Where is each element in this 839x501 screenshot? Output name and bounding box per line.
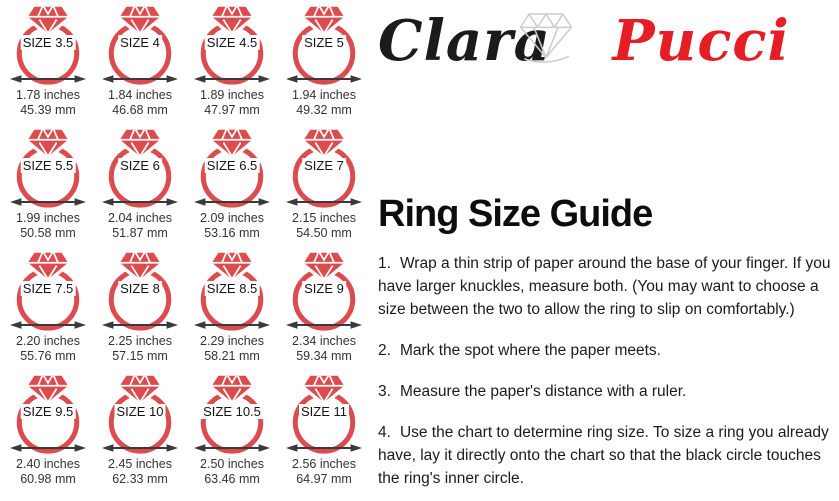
instruction-step-2 (378, 339, 836, 362)
ring-measurements (108, 334, 172, 364)
instruction-step-4 (378, 421, 836, 490)
ring-inches: 2.15 inches (292, 211, 356, 225)
ring-size-label: SIZE 9 (304, 281, 344, 296)
ring-size-grid (2, 6, 370, 498)
brand-logo (378, 8, 836, 100)
step-text: Use the chart to determine ring size. To size a ring you already have, lay it directly onto the chart so that the black circle touches the ring's inner circle. (378, 423, 829, 487)
instruction-step-1 (378, 252, 836, 321)
step-text: Wrap a thin strip of paper around the base of your finger. If you have larger knuckles, measure both. (You may want to choose a size between the two to allow the ring to slip on comfortably.) (378, 254, 831, 318)
diameter-arrow-icon (10, 319, 86, 331)
diameter-arrow-icon (10, 442, 86, 454)
ring-measurements (292, 88, 356, 118)
ring-size-cell (186, 129, 278, 252)
step-number: 3. (378, 382, 391, 400)
ring-inches: 2.20 inches (16, 334, 80, 348)
brand-name-clara: Clara (378, 8, 551, 74)
ring-size-label: SIZE 10 (116, 404, 164, 419)
ring-inches: 1.84 inches (108, 88, 172, 102)
ring-size-cell (278, 252, 370, 375)
ring-size-cell (186, 6, 278, 129)
ring-size-label: SIZE 7.5 (22, 281, 74, 296)
ring-mm: 62.33 mm (112, 472, 168, 486)
ring-size-cell (278, 375, 370, 498)
ring-size-cell (2, 129, 94, 252)
diameter-arrow-icon (10, 196, 86, 208)
ring-measurements (200, 334, 264, 364)
ring-size-cell (2, 375, 94, 498)
step-number: 4. (378, 423, 391, 441)
ring-mm: 63.46 mm (204, 472, 260, 486)
ring-inches: 2.56 inches (292, 457, 356, 471)
ring-measurements (200, 211, 264, 241)
ring-measurements (16, 88, 80, 118)
ring-mm: 54.50 mm (296, 226, 352, 240)
ring-size-label: SIZE 4 (120, 35, 160, 50)
diameter-arrow-icon (286, 73, 362, 85)
ring-size-cell (94, 252, 186, 375)
ring-mm: 53.16 mm (204, 226, 260, 240)
ring-size-cell (278, 6, 370, 129)
diameter-arrow-icon (10, 73, 86, 85)
step-number: 1. (378, 254, 391, 272)
ring-mm: 58.21 mm (204, 349, 260, 363)
ring-measurements (108, 211, 172, 241)
ring-mm: 49.32 mm (296, 103, 352, 117)
ring-inches: 1.99 inches (16, 211, 80, 225)
ring-size-label: SIZE 5.5 (22, 158, 74, 173)
instruction-list (378, 252, 836, 490)
ring-mm: 60.98 mm (20, 472, 76, 486)
ring-measurements (108, 457, 172, 487)
ring-measurements (200, 457, 264, 487)
ring-mm: 64.97 mm (296, 472, 352, 486)
ring-measurements (292, 334, 356, 364)
diameter-arrow-icon (194, 196, 270, 208)
ring-size-label: SIZE 8 (120, 281, 160, 296)
diameter-arrow-icon (194, 319, 270, 331)
ring-size-cell (94, 6, 186, 129)
ring-size-label: SIZE 8.5 (206, 281, 258, 296)
ring-size-label: SIZE 6.5 (206, 158, 258, 173)
ring-mm: 55.76 mm (20, 349, 76, 363)
step-text: Measure the paper's distance with a ruler. (399, 382, 687, 400)
ring-size-label: SIZE 5 (304, 35, 344, 50)
ring-mm: 50.58 mm (20, 226, 76, 240)
diameter-arrow-icon (286, 442, 362, 454)
ring-size-cell (278, 129, 370, 252)
ring-size-cell (2, 252, 94, 375)
step-number: 2. (378, 341, 391, 359)
diameter-arrow-icon (102, 73, 178, 85)
ring-inches: 2.40 inches (16, 457, 80, 471)
ring-inches: 1.94 inches (292, 88, 356, 102)
ring-size-cell (186, 252, 278, 375)
ring-size-cell (94, 375, 186, 498)
ring-size-cell (94, 129, 186, 252)
ring-measurements (108, 88, 172, 118)
ring-inches: 2.09 inches (200, 211, 264, 225)
ring-measurements (292, 457, 356, 487)
ring-inches: 1.89 inches (200, 88, 264, 102)
diameter-arrow-icon (286, 319, 362, 331)
diameter-arrow-icon (102, 319, 178, 331)
ring-mm: 57.15 mm (112, 349, 168, 363)
ring-measurements (16, 211, 80, 241)
ring-mm: 47.97 mm (204, 103, 260, 117)
diameter-arrow-icon (286, 196, 362, 208)
ring-inches: 2.04 inches (108, 211, 172, 225)
ring-measurements (16, 457, 80, 487)
ring-size-label: SIZE 7 (304, 158, 344, 173)
ring-size-label: SIZE 11 (300, 404, 348, 419)
diameter-arrow-icon (194, 73, 270, 85)
ring-inches: 2.25 inches (108, 334, 172, 348)
ring-size-cell (2, 6, 94, 129)
ring-mm: 45.39 mm (20, 103, 76, 117)
ring-mm: 51.87 mm (112, 226, 168, 240)
ring-inches: 2.45 inches (108, 457, 172, 471)
diameter-arrow-icon (102, 196, 178, 208)
ring-measurements (200, 88, 264, 118)
ring-size-label: SIZE 3.5 (22, 35, 74, 50)
ring-inches: 2.29 inches (200, 334, 264, 348)
instruction-step-3 (378, 380, 836, 403)
ring-inches: 2.34 inches (292, 334, 356, 348)
ring-inches: 2.50 inches (200, 457, 264, 471)
guide-title: Ring Size Guide (378, 193, 653, 235)
diamond-logo-icon (514, 8, 578, 66)
ring-mm: 46.68 mm (112, 103, 168, 117)
step-text: Mark the spot where the paper meets. (399, 341, 661, 359)
brand-name-pucci: Pucci (612, 8, 790, 74)
diameter-arrow-icon (194, 442, 270, 454)
ring-size-label: SIZE 6 (120, 158, 160, 173)
ring-inches: 1.78 inches (16, 88, 80, 102)
ring-mm: 59.34 mm (296, 349, 352, 363)
ring-size-label: SIZE 10.5 (203, 404, 261, 419)
guide-panel (378, 8, 836, 501)
ring-size-label: SIZE 9.5 (22, 404, 74, 419)
ring-measurements (292, 211, 356, 241)
diameter-arrow-icon (102, 442, 178, 454)
ring-measurements (16, 334, 80, 364)
ring-size-label: SIZE 4.5 (206, 35, 258, 50)
ring-size-cell (186, 375, 278, 498)
